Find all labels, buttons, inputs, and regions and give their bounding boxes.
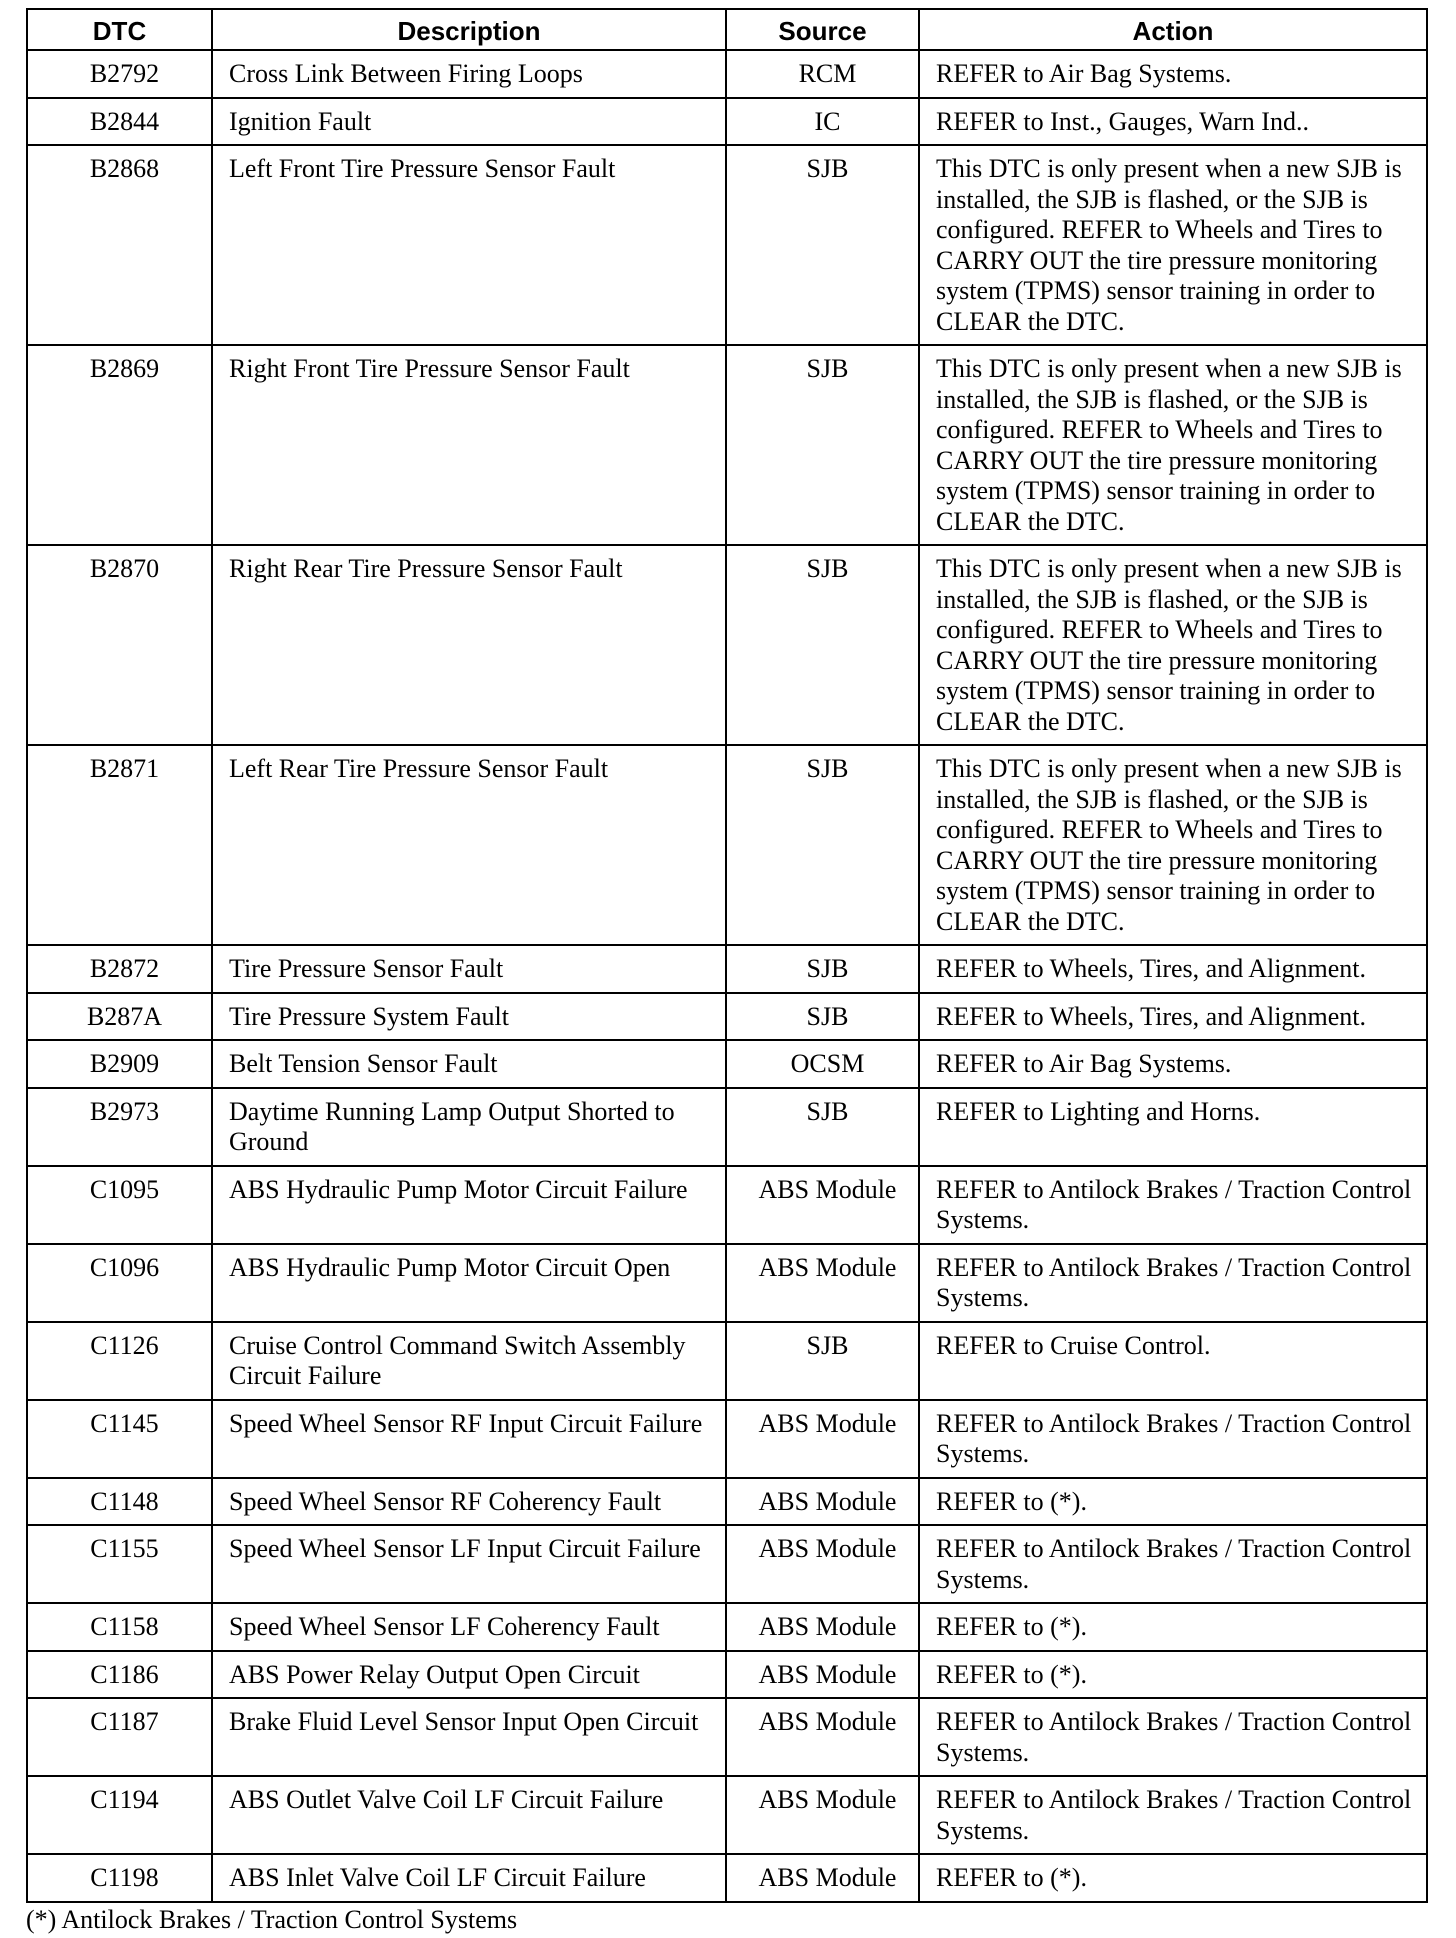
cell-action: REFER to Air Bag Systems. <box>919 50 1427 98</box>
cell-source: ABS Module <box>726 1776 919 1854</box>
cell-source: SJB <box>726 345 919 545</box>
table-row <box>27 1651 1427 1699</box>
cell-dtc: C1198 <box>27 1854 212 1902</box>
cell-dtc: B2844 <box>27 98 212 146</box>
cell-source: ABS Module <box>726 1651 919 1699</box>
cell-description: Right Rear Tire Pressure Sensor Fault <box>212 545 726 745</box>
cell-action: This DTC is only present when a new SJB is installed, the SJB is flashed, or the SJB is configured. REFER to Wheels and Tires to CARRY OUT the tire pressure monitoring system (TPMS) sensor training in order to CLEAR the DTC. <box>919 145 1427 345</box>
cell-dtc: C1158 <box>27 1603 212 1651</box>
cell-description: Speed Wheel Sensor RF Input Circuit Failure <box>212 1400 726 1478</box>
cell-description: ABS Hydraulic Pump Motor Circuit Open <box>212 1244 726 1322</box>
cell-dtc: C1155 <box>27 1525 212 1603</box>
footnote: (*) Antilock Brakes / Traction Control Systems <box>26 1904 518 1934</box>
cell-action: This DTC is only present when a new SJB is installed, the SJB is flashed, or the SJB is configured. REFER to Wheels and Tires to CARRY OUT the tire pressure monitoring system (TPMS) sensor training in order to CLEAR the DTC. <box>919 345 1427 545</box>
cell-source: SJB <box>726 1088 919 1166</box>
cell-action: REFER to Antilock Brakes / Traction Control Systems. <box>919 1244 1427 1322</box>
cell-dtc: C1096 <box>27 1244 212 1322</box>
cell-source: OCSM <box>726 1040 919 1088</box>
cell-description: ABS Inlet Valve Coil LF Circuit Failure <box>212 1854 726 1902</box>
cell-dtc: C1126 <box>27 1322 212 1400</box>
table-row <box>27 993 1427 1041</box>
cell-dtc: B2909 <box>27 1040 212 1088</box>
cell-description: Ignition Fault <box>212 98 726 146</box>
cell-action: REFER to Antilock Brakes / Traction Control Systems. <box>919 1400 1427 1478</box>
cell-dtc: B287A <box>27 993 212 1041</box>
cell-description: Daytime Running Lamp Output Shorted to Ground <box>212 1088 726 1166</box>
cell-source: ABS Module <box>726 1478 919 1526</box>
cell-description: Speed Wheel Sensor LF Coherency Fault <box>212 1603 726 1651</box>
table-body <box>27 50 1427 1902</box>
cell-action: REFER to (*). <box>919 1854 1427 1902</box>
header-action: Action <box>919 9 1427 50</box>
cell-action: REFER to Air Bag Systems. <box>919 1040 1427 1088</box>
header-description: Description <box>212 9 726 50</box>
cell-action: REFER to Inst., Gauges, Warn Ind.. <box>919 98 1427 146</box>
cell-description: ABS Power Relay Output Open Circuit <box>212 1651 726 1699</box>
cell-source: SJB <box>726 1322 919 1400</box>
table-row <box>27 145 1427 345</box>
header-row <box>27 9 1427 50</box>
cell-source: ABS Module <box>726 1525 919 1603</box>
cell-action: REFER to Wheels, Tires, and Alignment. <box>919 993 1427 1041</box>
cell-action: REFER to Antilock Brakes / Traction Control Systems. <box>919 1166 1427 1244</box>
document-page <box>26 8 1426 1935</box>
table-row <box>27 1698 1427 1776</box>
cell-dtc: B2973 <box>27 1088 212 1166</box>
table-row <box>27 1525 1427 1603</box>
cell-action: This DTC is only present when a new SJB is installed, the SJB is flashed, or the SJB is configured. REFER to Wheels and Tires to CARRY OUT the tire pressure monitoring system (TPMS) sensor training in order to CLEAR the DTC. <box>919 545 1427 745</box>
table-row <box>27 1322 1427 1400</box>
cell-action: REFER to (*). <box>919 1651 1427 1699</box>
cell-action: This DTC is only present when a new SJB is installed, the SJB is flashed, or the SJB is configured. REFER to Wheels and Tires to CARRY OUT the tire pressure monitoring system (TPMS) sensor training in order to CLEAR the DTC. <box>919 745 1427 945</box>
table-row <box>27 345 1427 545</box>
cell-source: ABS Module <box>726 1166 919 1244</box>
cell-dtc: C1095 <box>27 1166 212 1244</box>
table-row <box>27 98 1427 146</box>
cell-dtc: B2870 <box>27 545 212 745</box>
cell-description: ABS Hydraulic Pump Motor Circuit Failure <box>212 1166 726 1244</box>
cell-dtc: C1145 <box>27 1400 212 1478</box>
cell-description: Brake Fluid Level Sensor Input Open Circuit <box>212 1698 726 1776</box>
cell-action: REFER to Wheels, Tires, and Alignment. <box>919 945 1427 993</box>
cell-source: SJB <box>726 993 919 1041</box>
cell-action: REFER to Antilock Brakes / Traction Control Systems. <box>919 1525 1427 1603</box>
cell-dtc: B2869 <box>27 345 212 545</box>
cell-source: ABS Module <box>726 1698 919 1776</box>
cell-dtc: B2868 <box>27 145 212 345</box>
cell-description: Tire Pressure Sensor Fault <box>212 945 726 993</box>
cell-source: ABS Module <box>726 1854 919 1902</box>
cell-description: Belt Tension Sensor Fault <box>212 1040 726 1088</box>
cell-action: REFER to Antilock Brakes / Traction Control Systems. <box>919 1776 1427 1854</box>
cell-action: REFER to (*). <box>919 1478 1427 1526</box>
cell-source: SJB <box>726 145 919 345</box>
cell-description: Speed Wheel Sensor RF Coherency Fault <box>212 1478 726 1526</box>
table-row <box>27 1776 1427 1854</box>
table-row <box>27 1040 1427 1088</box>
cell-action: REFER to Cruise Control. <box>919 1322 1427 1400</box>
table-row <box>27 1478 1427 1526</box>
cell-description: Cruise Control Command Switch Assembly Circuit Failure <box>212 1322 726 1400</box>
header-source: Source <box>726 9 919 50</box>
cell-description: Speed Wheel Sensor LF Input Circuit Failure <box>212 1525 726 1603</box>
cell-dtc: C1187 <box>27 1698 212 1776</box>
cell-source: SJB <box>726 745 919 945</box>
cell-description: Cross Link Between Firing Loops <box>212 50 726 98</box>
cell-description: Left Rear Tire Pressure Sensor Fault <box>212 745 726 945</box>
cell-action: REFER to Lighting and Horns. <box>919 1088 1427 1166</box>
cell-description: ABS Outlet Valve Coil LF Circuit Failure <box>212 1776 726 1854</box>
cell-description: Right Front Tire Pressure Sensor Fault <box>212 345 726 545</box>
cell-dtc: C1148 <box>27 1478 212 1526</box>
cell-dtc: C1186 <box>27 1651 212 1699</box>
cell-source: ABS Module <box>726 1603 919 1651</box>
table-row <box>27 745 1427 945</box>
cell-source: IC <box>726 98 919 146</box>
table-row <box>27 1400 1427 1478</box>
table-row <box>27 945 1427 993</box>
table-row <box>27 545 1427 745</box>
header-dtc: DTC <box>27 9 212 50</box>
table-row <box>27 1244 1427 1322</box>
table-row <box>27 1603 1427 1651</box>
table-row <box>27 50 1427 98</box>
cell-source: RCM <box>726 50 919 98</box>
cell-action: REFER to Antilock Brakes / Traction Control Systems. <box>919 1698 1427 1776</box>
cell-description: Left Front Tire Pressure Sensor Fault <box>212 145 726 345</box>
cell-dtc: C1194 <box>27 1776 212 1854</box>
cell-dtc: B2871 <box>27 745 212 945</box>
table-row <box>27 1088 1427 1166</box>
cell-description: Tire Pressure System Fault <box>212 993 726 1041</box>
cell-source: SJB <box>726 945 919 993</box>
cell-dtc: B2792 <box>27 50 212 98</box>
dtc-table <box>26 8 1428 1903</box>
table-row <box>27 1854 1427 1902</box>
table-header <box>27 9 1427 50</box>
cell-dtc: B2872 <box>27 945 212 993</box>
cell-source: SJB <box>726 545 919 745</box>
cell-source: ABS Module <box>726 1400 919 1478</box>
cell-action: REFER to (*). <box>919 1603 1427 1651</box>
cell-source: ABS Module <box>726 1244 919 1322</box>
table-row <box>27 1166 1427 1244</box>
